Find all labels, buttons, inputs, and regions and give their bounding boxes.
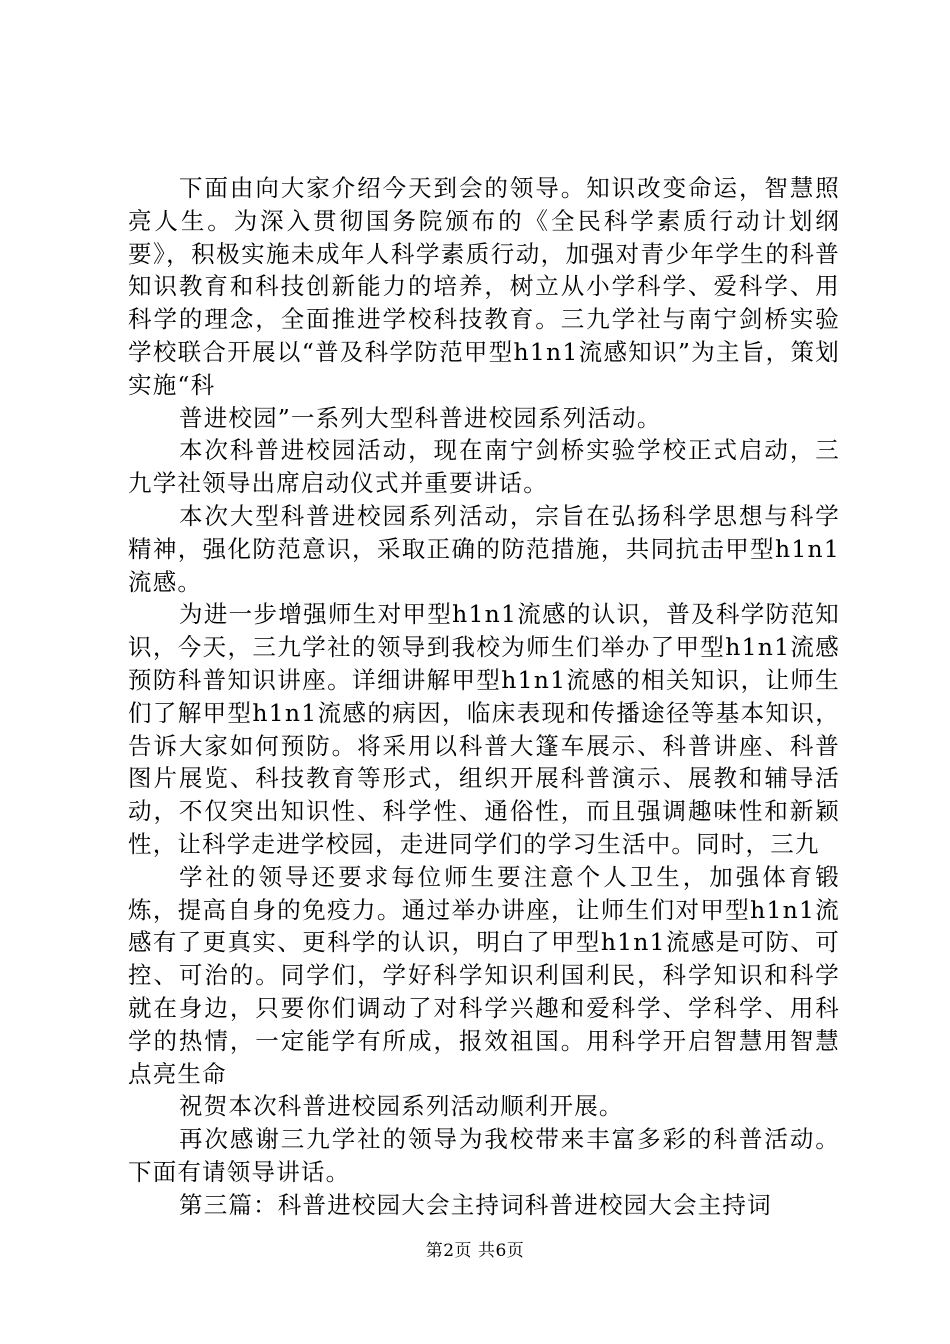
paragraph-continuation: 普进校园”一系列大型科普进校园系列活动。 <box>179 403 662 432</box>
paragraph-thanks: 再次感谢三九学社的领导为我校带来丰富多彩的科普活动。下面有请领导讲话。 <box>128 1125 840 1186</box>
paragraph-section-heading: 第三篇：科普进校园大会主持词科普进校园大会主持词 <box>179 1190 772 1219</box>
page-footer: 第2页 共6页 <box>425 1241 525 1261</box>
paragraph-lecture: 为进一步增强师生对甲型h1n1流感的认识，普及科学防范知识，今天，三九学社的领导到我校为师生们举办了甲型h1n1流感预防科普知识讲座。详细讲解甲型h1n1流感的相关知识，让师生们了解甲型h1n1流感的病因，临床表现和传播途径等基本知识，告诉大家如何预防。将采用以科普大篷车展示、科普讲座、科普图片展览、科技教育等形式，组织开展科普演示、展教和辅导活动，不仅突出知识性、科学性、通俗性，而且强调趣味性和新颖性，让科学走进学校园，走进同学们的学习生活中。同时，三九 <box>128 600 840 858</box>
paragraph-hygiene: 学社的领导还要求每位师生要注意个人卫生，加强体育锻炼，提高自身的免疫力。通过举办讲座，让师生们对甲型h1n1流感有了更真实、更科学的认识，明白了甲型h1n1流感是可防、可控、可治的。同学们，学好科学知识利国利民，科学知识和科学就在身边，只要你们调动了对科学兴趣和爱科学、学科学、用科学的热情，一定能学有所成，报效祖国。用科学开启智慧用智慧点亮生命 <box>128 862 840 1088</box>
document-body <box>128 172 840 1222</box>
paragraph-congratulations: 祝贺本次科普进校园系列活动顺利开展。 <box>179 1092 624 1121</box>
paragraph-launch: 本次科普进校园活动，现在南宁剑桥实验学校正式启动，三九学社领导出席启动仪式并重要讲话。 <box>128 436 840 498</box>
paragraph-purpose: 本次大型科普进校园系列活动，宗旨在弘扬科学思想与科学精神，强化防范意识，采取正确的防范措施，共同抗击甲型h1n1流感。 <box>128 501 840 596</box>
paragraph-intro: 下面由向大家介绍今天到会的领导。知识改变命运，智慧照亮人生。为深入贯彻国务院颁布的《全民科学素质行动计划纲要》，积极实施未成年人科学素质行动，加强对青少年学生的科普知识教育和科技创新能力的培养，树立从小学科学、爱科学、用科学的理念，全面推进学校科技教育。三九学社与南宁剑桥实验学校联合开展以“普及科学防范甲型h1n1流感知识”为主旨，策划实施“科 <box>128 174 840 399</box>
